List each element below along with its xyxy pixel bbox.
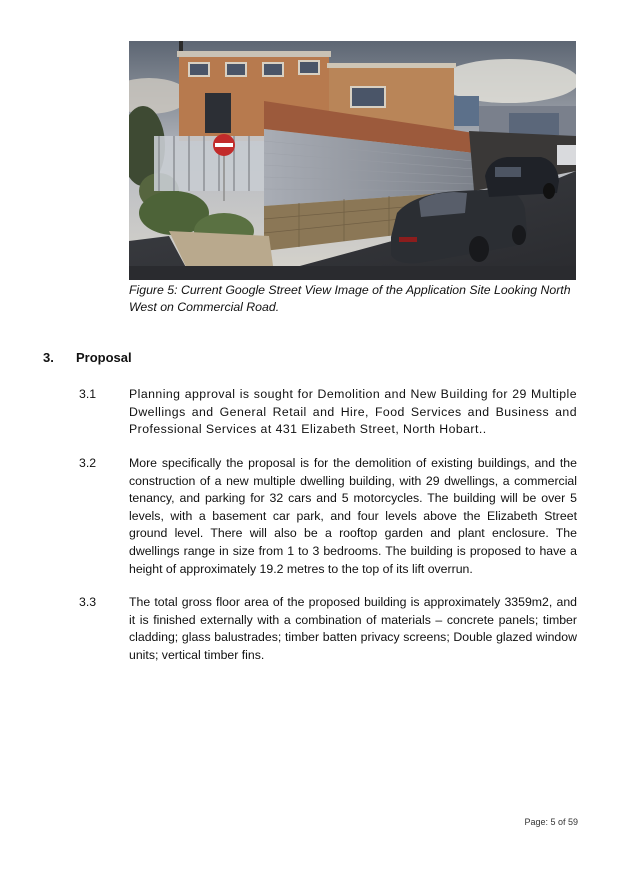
item-number: 3.2 xyxy=(79,456,97,470)
street-view-photo xyxy=(129,41,576,280)
item-number: 3.3 xyxy=(79,595,97,609)
item-number: 3.1 xyxy=(79,387,97,401)
item-text: Planning approval is sought for Demolition and New Building for 29 Multiple Dwellings and General Retail and Hire, Food Services and Business and Professional Services at 431 Elizabeth Street, North Hobart.. xyxy=(129,387,577,437)
item-text: The total gross floor area of the proposed building is approximately 3359m2, and it is finished externally with a combination of materials – concrete panels; timber cladding; glass balustrades; timber batten privacy screens; Double glazed window units; vertical timber fins. xyxy=(129,595,577,662)
section-title: Proposal xyxy=(76,350,132,365)
item-text: More specifically the proposal is for the demolition of existing buildings, and the construction of a new multiple dwelling building, with 29 dwellings, a commercial tenancy, and parking for 32 cars and 5 motorcycles. The building will be over 5 levels, with a basement car park, and four levels above the Elizabeth Street ground level. There will also be a rooftop garden and plant enclosure. The dwellings range in size from 1 to 3 bedrooms. The building is proposed to have a height of approximately 19.2 metres to the top of its lift overrun. xyxy=(129,456,577,576)
page-number: Page: 5 of 59 xyxy=(524,817,578,827)
section-number: 3. xyxy=(43,350,54,365)
street-view-image xyxy=(129,41,576,280)
figure-caption: Figure 5: Current Google Street View Image of the Application Site Looking North West on Commercial Road. xyxy=(129,283,571,314)
